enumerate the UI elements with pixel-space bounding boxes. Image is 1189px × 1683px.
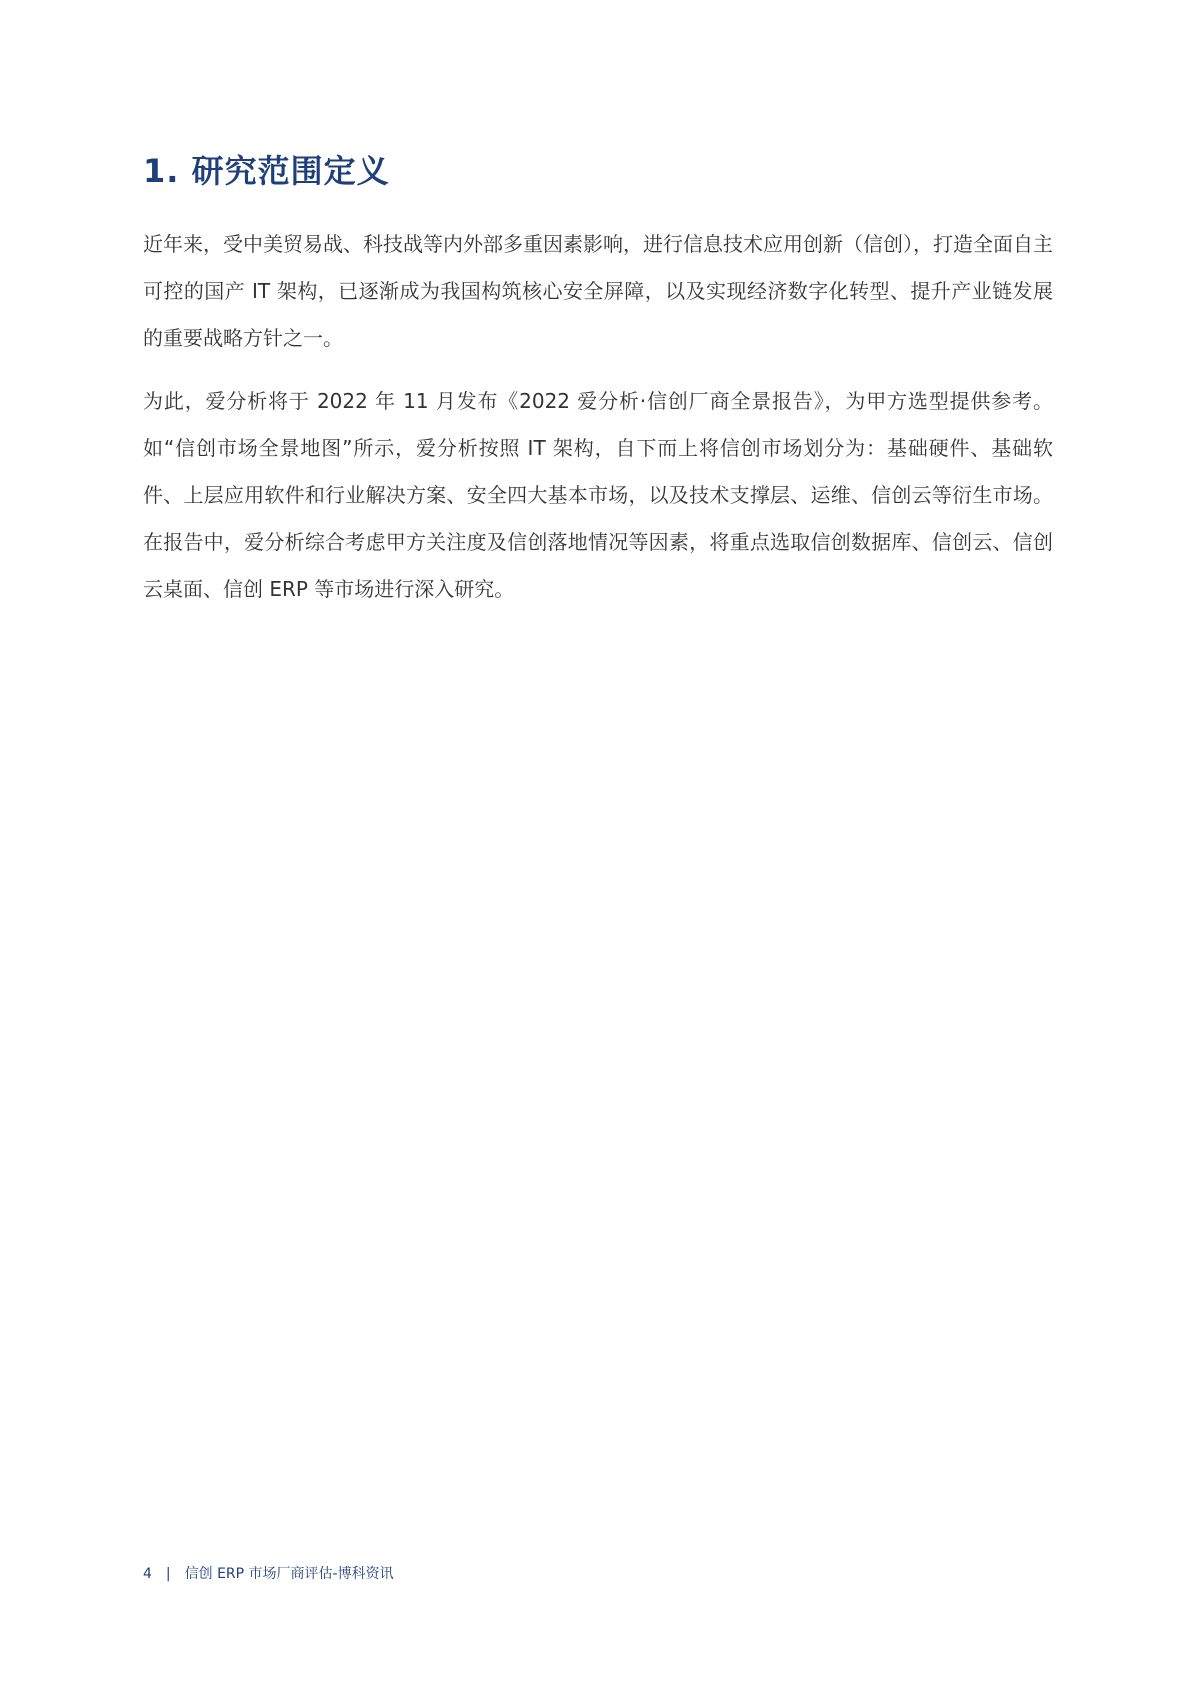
section-title: 1. 研究范围定义 bbox=[143, 152, 390, 190]
paragraph-2 bbox=[143, 378, 1053, 613]
page-number: 4 bbox=[143, 1566, 152, 1582]
paragraph-text: 近年来，受中美贸易战、科技战等内外部多重因素影响，进行信息技术应用创新（信创），打造全面自主可控的国产 IT 架构，已逐渐成为我国构筑核心安全屏障，以及实现经济数字化转型、提升产业链发展的重要战略方针之一。 bbox=[143, 232, 1053, 350]
footer-separator: | bbox=[165, 1566, 171, 1582]
footer-doc-title: 信创 ERP 市场厂商评估-博科资讯 bbox=[184, 1566, 394, 1582]
paragraph-1 bbox=[143, 221, 1053, 362]
paragraph-text: 为此，爱分析将于 2022 年 11 月发布《2022 爱分析·信创厂商全景报告》，为甲方选型提供参考。如“信创市场全景地图”所示，爱分析按照 IT 架构，自下而上将信创市场划分为：基础硬件、基础软件、上层应用软件和行业解决方案、安全四大基本市场，以及技术支撑层、运维、信创云等衍生市场。在报告中，爱分析综合考虑甲方关注度及信创落地情况等因素，将重点选取信创数据库、信创云、信创云桌面、信创 ERP 等市场进行深入研究。 bbox=[143, 389, 1053, 601]
page-footer bbox=[143, 1564, 394, 1584]
